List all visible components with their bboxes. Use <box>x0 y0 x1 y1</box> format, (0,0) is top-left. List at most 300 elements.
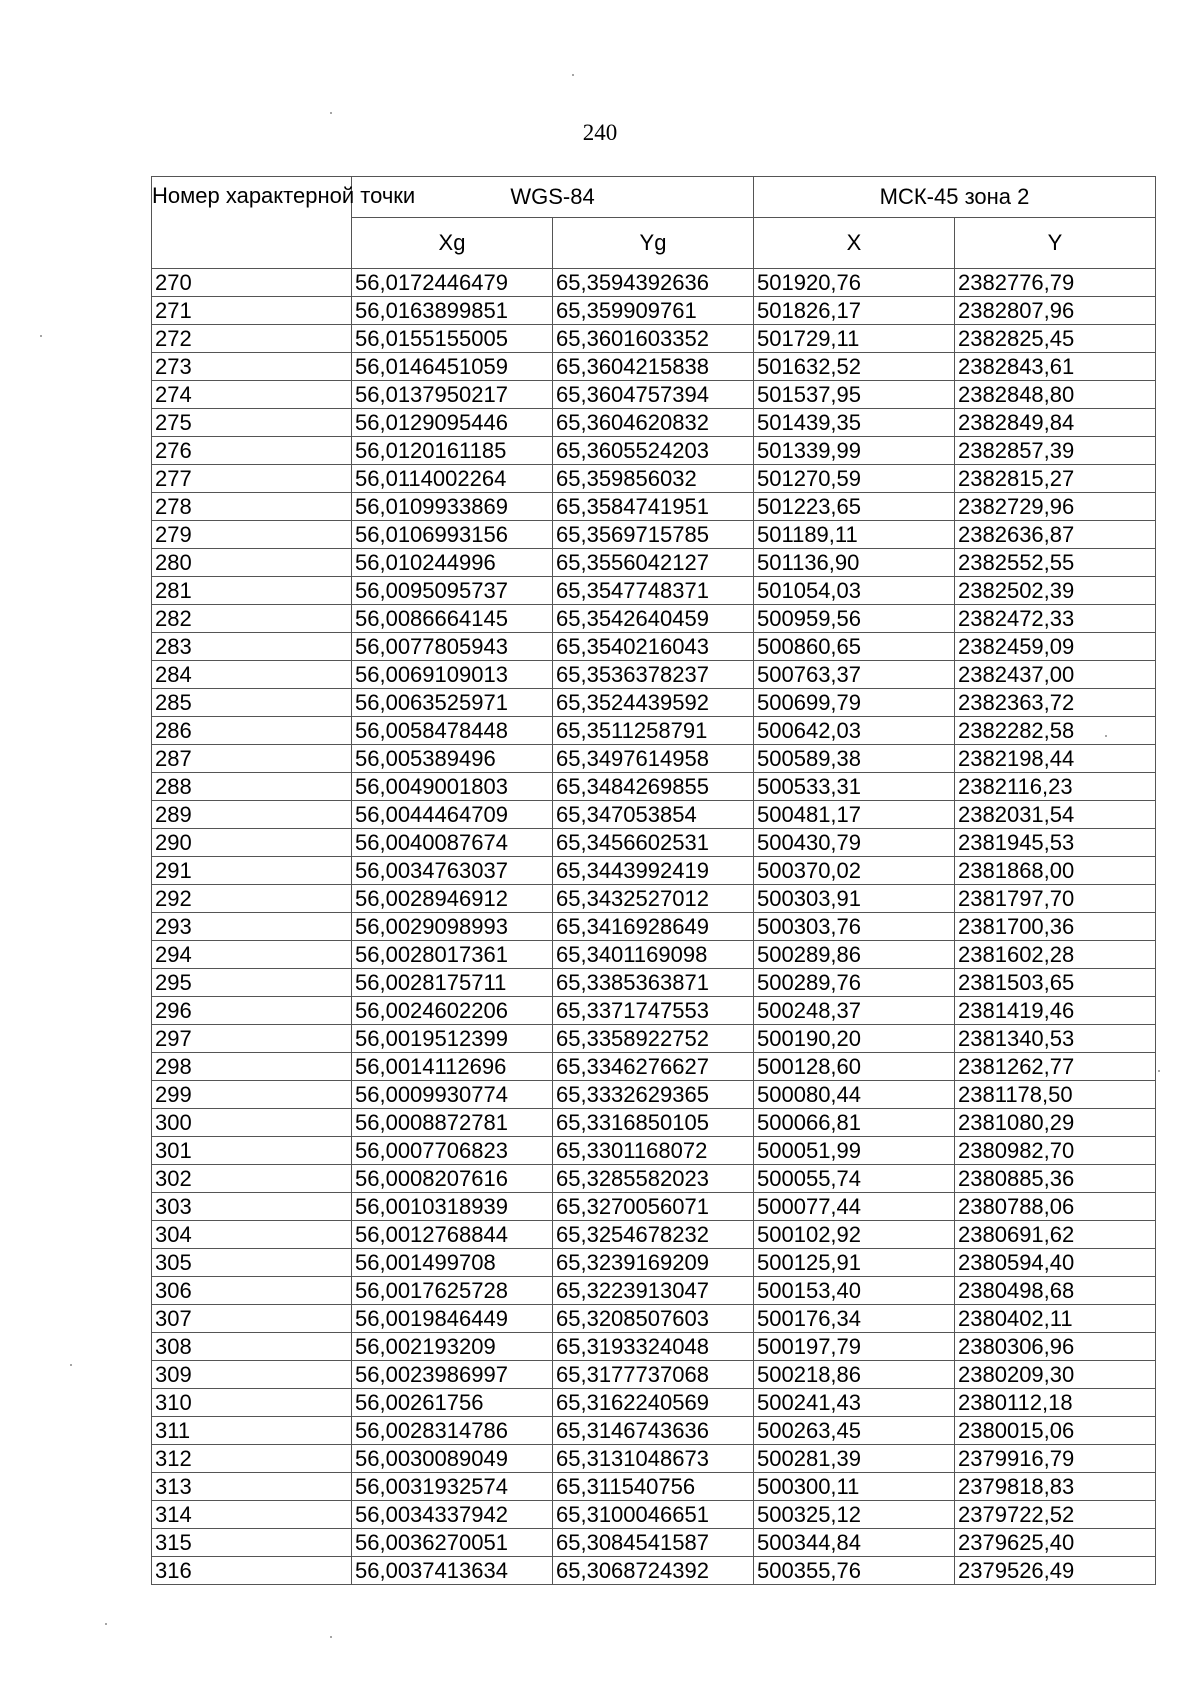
table-row <box>152 857 1156 885</box>
yg-cell: 65,3385363871 <box>553 969 754 997</box>
table-row <box>152 801 1156 829</box>
table-row <box>152 1445 1156 1473</box>
xg-cell: 56,0028017361 <box>352 941 553 969</box>
point-number-cell: 271 <box>152 297 352 325</box>
point-number-cell: 300 <box>152 1109 352 1137</box>
point-number-cell: 284 <box>152 661 352 689</box>
xg-cell: 56,0146451059 <box>352 353 553 381</box>
yg-cell: 65,3208507603 <box>553 1305 754 1333</box>
table-row <box>152 1305 1156 1333</box>
table-row <box>152 717 1156 745</box>
xg-cell: 56,0008872781 <box>352 1109 553 1137</box>
point-number-cell: 281 <box>152 577 352 605</box>
yg-cell: 65,3301168072 <box>553 1137 754 1165</box>
xg-cell: 56,0069109013 <box>352 661 553 689</box>
yg-cell: 65,3604757394 <box>553 381 754 409</box>
point-number-cell: 312 <box>152 1445 352 1473</box>
y-cell: 2381080,29 <box>955 1109 1156 1137</box>
point-number-cell: 288 <box>152 773 352 801</box>
table-row <box>152 885 1156 913</box>
x-cell: 500051,99 <box>754 1137 955 1165</box>
point-number-cell: 311 <box>152 1417 352 1445</box>
table-row <box>152 521 1156 549</box>
y-cell: 2382459,09 <box>955 633 1156 661</box>
yg-cell: 65,3254678232 <box>553 1221 754 1249</box>
point-number-cell: 273 <box>152 353 352 381</box>
xg-cell: 56,0109933869 <box>352 493 553 521</box>
yg-cell: 65,3584741951 <box>553 493 754 521</box>
y-cell: 2382116,23 <box>955 773 1156 801</box>
yg-cell: 65,3540216043 <box>553 633 754 661</box>
xg-cell: 56,0009930774 <box>352 1081 553 1109</box>
y-cell: 2382437,00 <box>955 661 1156 689</box>
xg-cell: 56,0023986997 <box>352 1361 553 1389</box>
y-cell: 2380112,18 <box>955 1389 1156 1417</box>
x-cell: 500080,44 <box>754 1081 955 1109</box>
yg-cell: 65,3497614958 <box>553 745 754 773</box>
y-header: Y <box>955 218 1156 269</box>
table-row <box>152 549 1156 577</box>
point-number-cell: 308 <box>152 1333 352 1361</box>
x-cell: 500303,76 <box>754 913 955 941</box>
y-cell: 2382848,80 <box>955 381 1156 409</box>
x-cell: 500344,84 <box>754 1529 955 1557</box>
scan-speck <box>70 1364 72 1366</box>
table-row <box>152 297 1156 325</box>
xg-cell: 56,0030089049 <box>352 1445 553 1473</box>
xg-cell: 56,0014112696 <box>352 1053 553 1081</box>
point-number-cell: 305 <box>152 1249 352 1277</box>
xg-cell: 56,005389496 <box>352 745 553 773</box>
y-cell: 2382363,72 <box>955 689 1156 717</box>
table-row <box>152 661 1156 689</box>
table-row <box>152 465 1156 493</box>
y-cell: 2380885,36 <box>955 1165 1156 1193</box>
yg-cell: 65,3536378237 <box>553 661 754 689</box>
xg-cell: 56,0040087674 <box>352 829 553 857</box>
xg-cell: 56,0012768844 <box>352 1221 553 1249</box>
y-cell: 2381868,00 <box>955 857 1156 885</box>
y-cell: 2382282,58 <box>955 717 1156 745</box>
y-cell: 2382636,87 <box>955 521 1156 549</box>
msk45-header: МСК-45 зона 2 <box>754 177 1156 218</box>
yg-cell: 65,3223913047 <box>553 1277 754 1305</box>
x-cell: 500102,92 <box>754 1221 955 1249</box>
point-number-cell: 274 <box>152 381 352 409</box>
point-number-cell: 303 <box>152 1193 352 1221</box>
x-cell: 500241,43 <box>754 1389 955 1417</box>
yg-cell: 65,3484269855 <box>553 773 754 801</box>
yg-cell: 65,3068724392 <box>553 1557 754 1585</box>
point-number-cell: 291 <box>152 857 352 885</box>
yg-cell: 65,3443992419 <box>553 857 754 885</box>
table-row <box>152 689 1156 717</box>
x-cell: 500125,91 <box>754 1249 955 1277</box>
y-cell: 2382815,27 <box>955 465 1156 493</box>
point-number-cell: 295 <box>152 969 352 997</box>
y-cell: 2379526,49 <box>955 1557 1156 1585</box>
table-row <box>152 1529 1156 1557</box>
y-cell: 2381797,70 <box>955 885 1156 913</box>
xg-cell: 56,0120161185 <box>352 437 553 465</box>
x-cell: 500153,40 <box>754 1277 955 1305</box>
y-cell: 2381700,36 <box>955 913 1156 941</box>
x-cell: 501270,59 <box>754 465 955 493</box>
yg-cell: 65,3556042127 <box>553 549 754 577</box>
x-cell: 500533,31 <box>754 773 955 801</box>
y-cell: 2380306,96 <box>955 1333 1156 1361</box>
y-cell: 2380788,06 <box>955 1193 1156 1221</box>
header-row-top <box>152 177 1156 218</box>
yg-cell: 65,3285582023 <box>553 1165 754 1193</box>
y-cell: 2380982,70 <box>955 1137 1156 1165</box>
x-header: X <box>754 218 955 269</box>
table-row <box>152 1333 1156 1361</box>
table-row <box>152 1557 1156 1585</box>
point-number-cell: 293 <box>152 913 352 941</box>
xg-cell: 56,0044464709 <box>352 801 553 829</box>
y-cell: 2380691,62 <box>955 1221 1156 1249</box>
y-cell: 2380402,11 <box>955 1305 1156 1333</box>
table-row <box>152 941 1156 969</box>
x-cell: 500289,86 <box>754 941 955 969</box>
point-number-cell: 313 <box>152 1473 352 1501</box>
yg-cell: 65,3605524203 <box>553 437 754 465</box>
y-cell: 2382857,39 <box>955 437 1156 465</box>
yg-cell: 65,3601603352 <box>553 325 754 353</box>
x-cell: 500128,60 <box>754 1053 955 1081</box>
yg-header: Yg <box>553 218 754 269</box>
scan-speck <box>1105 735 1107 737</box>
x-cell: 501223,65 <box>754 493 955 521</box>
x-cell: 500589,38 <box>754 745 955 773</box>
yg-cell: 65,3604620832 <box>553 409 754 437</box>
table-row <box>152 773 1156 801</box>
yg-cell: 65,3177737068 <box>553 1361 754 1389</box>
y-cell: 2382849,84 <box>955 409 1156 437</box>
table-row <box>152 1221 1156 1249</box>
xg-cell: 56,0019512399 <box>352 1025 553 1053</box>
point-number-cell: 278 <box>152 493 352 521</box>
x-cell: 501189,11 <box>754 521 955 549</box>
yg-cell: 65,3193324048 <box>553 1333 754 1361</box>
x-cell: 501339,99 <box>754 437 955 465</box>
table-body <box>152 269 1156 1585</box>
x-cell: 500248,37 <box>754 997 955 1025</box>
point-number-cell: 285 <box>152 689 352 717</box>
point-number-cell: 275 <box>152 409 352 437</box>
scan-speck <box>572 74 574 76</box>
yg-cell: 65,3547748371 <box>553 577 754 605</box>
y-cell: 2380594,40 <box>955 1249 1156 1277</box>
x-cell: 501136,90 <box>754 549 955 577</box>
table-row <box>152 829 1156 857</box>
y-cell: 2381178,50 <box>955 1081 1156 1109</box>
point-number-cell: 314 <box>152 1501 352 1529</box>
yg-cell: 65,311540756 <box>553 1473 754 1501</box>
x-cell: 501920,76 <box>754 269 955 297</box>
x-cell: 500300,11 <box>754 1473 955 1501</box>
table-row <box>152 1389 1156 1417</box>
y-cell: 2381945,53 <box>955 829 1156 857</box>
yg-cell: 65,3100046651 <box>553 1501 754 1529</box>
scan-speck <box>330 112 332 114</box>
yg-cell: 65,3524439592 <box>553 689 754 717</box>
scan-speck <box>105 1623 107 1625</box>
table-row <box>152 577 1156 605</box>
y-cell: 2379722,52 <box>955 1501 1156 1529</box>
yg-cell: 65,3239169209 <box>553 1249 754 1277</box>
point-number-cell: 272 <box>152 325 352 353</box>
table-row <box>152 969 1156 997</box>
xg-cell: 56,002193209 <box>352 1333 553 1361</box>
yg-cell: 65,3416928649 <box>553 913 754 941</box>
table-row <box>152 1417 1156 1445</box>
x-cell: 500218,86 <box>754 1361 955 1389</box>
table-row <box>152 1277 1156 1305</box>
y-cell: 2380498,68 <box>955 1277 1156 1305</box>
x-cell: 500355,76 <box>754 1557 955 1585</box>
x-cell: 500190,20 <box>754 1025 955 1053</box>
xg-cell: 56,0019846449 <box>352 1305 553 1333</box>
xg-cell: 56,0137950217 <box>352 381 553 409</box>
xg-cell: 56,0034337942 <box>352 1501 553 1529</box>
yg-cell: 65,3358922752 <box>553 1025 754 1053</box>
y-cell: 2380015,06 <box>955 1417 1156 1445</box>
point-number-cell: 297 <box>152 1025 352 1053</box>
yg-cell: 65,359856032 <box>553 465 754 493</box>
yg-cell: 65,3401169098 <box>553 941 754 969</box>
point-number-cell: 283 <box>152 633 352 661</box>
yg-cell: 65,3371747553 <box>553 997 754 1025</box>
xg-cell: 56,0028314786 <box>352 1417 553 1445</box>
xg-cell: 56,0063525971 <box>352 689 553 717</box>
x-cell: 501632,52 <box>754 353 955 381</box>
y-cell: 2382825,45 <box>955 325 1156 353</box>
x-cell: 501729,11 <box>754 325 955 353</box>
x-cell: 500055,74 <box>754 1165 955 1193</box>
table-row <box>152 1053 1156 1081</box>
point-number-cell: 310 <box>152 1389 352 1417</box>
y-cell: 2382031,54 <box>955 801 1156 829</box>
scan-speck <box>330 1636 332 1638</box>
table-row <box>152 325 1156 353</box>
x-cell: 500763,37 <box>754 661 955 689</box>
xg-cell: 56,0172446479 <box>352 269 553 297</box>
table-row <box>152 745 1156 773</box>
x-cell: 501537,95 <box>754 381 955 409</box>
yg-cell: 65,3542640459 <box>553 605 754 633</box>
y-cell: 2382552,55 <box>955 549 1156 577</box>
point-number-cell: 304 <box>152 1221 352 1249</box>
x-cell: 500430,79 <box>754 829 955 857</box>
y-cell: 2382776,79 <box>955 269 1156 297</box>
yg-cell: 65,3604215838 <box>553 353 754 381</box>
xg-cell: 56,0106993156 <box>352 521 553 549</box>
x-cell: 500303,91 <box>754 885 955 913</box>
table-row <box>152 437 1156 465</box>
wgs84-header: WGS-84 <box>352 177 754 218</box>
y-cell: 2382843,61 <box>955 353 1156 381</box>
y-cell: 2381262,77 <box>955 1053 1156 1081</box>
xg-cell: 56,010244996 <box>352 549 553 577</box>
y-cell: 2382472,33 <box>955 605 1156 633</box>
xg-cell: 56,0028175711 <box>352 969 553 997</box>
x-cell: 500077,44 <box>754 1193 955 1221</box>
table-row <box>152 1361 1156 1389</box>
yg-cell: 65,3511258791 <box>553 717 754 745</box>
x-cell: 500370,02 <box>754 857 955 885</box>
point-number-cell: 298 <box>152 1053 352 1081</box>
y-cell: 2381419,46 <box>955 997 1156 1025</box>
xg-cell: 56,0037413634 <box>352 1557 553 1585</box>
x-cell: 500481,17 <box>754 801 955 829</box>
x-cell: 500642,03 <box>754 717 955 745</box>
point-number-cell: 282 <box>152 605 352 633</box>
point-number-cell: 315 <box>152 1529 352 1557</box>
point-number-cell: 296 <box>152 997 352 1025</box>
y-cell: 2382198,44 <box>955 745 1156 773</box>
x-cell: 500289,76 <box>754 969 955 997</box>
y-cell: 2381340,53 <box>955 1025 1156 1053</box>
table-row <box>152 493 1156 521</box>
yg-cell: 65,3594392636 <box>553 269 754 297</box>
yg-cell: 65,3084541587 <box>553 1529 754 1557</box>
xg-cell: 56,0086664145 <box>352 605 553 633</box>
table-row <box>152 1081 1156 1109</box>
table-row <box>152 913 1156 941</box>
table-row <box>152 269 1156 297</box>
scan-speck <box>40 335 42 337</box>
x-cell: 500860,65 <box>754 633 955 661</box>
xg-cell: 56,0036270051 <box>352 1529 553 1557</box>
xg-cell: 56,0017625728 <box>352 1277 553 1305</box>
x-cell: 500281,39 <box>754 1445 955 1473</box>
point-number-cell: 306 <box>152 1277 352 1305</box>
xg-cell: 56,0095095737 <box>352 577 553 605</box>
table-row <box>152 997 1156 1025</box>
point-number-cell: 279 <box>152 521 352 549</box>
point-number-cell: 289 <box>152 801 352 829</box>
yg-cell: 65,359909761 <box>553 297 754 325</box>
yg-cell: 65,3346276627 <box>553 1053 754 1081</box>
scan-speck <box>1158 1070 1160 1072</box>
table-row <box>152 1137 1156 1165</box>
y-cell: 2381602,28 <box>955 941 1156 969</box>
x-cell: 500197,79 <box>754 1333 955 1361</box>
xg-cell: 56,0049001803 <box>352 773 553 801</box>
yg-cell: 65,3270056071 <box>553 1193 754 1221</box>
y-cell: 2379818,83 <box>955 1473 1156 1501</box>
point-number-cell: 277 <box>152 465 352 493</box>
xg-cell: 56,00261756 <box>352 1389 553 1417</box>
x-cell: 500325,12 <box>754 1501 955 1529</box>
y-cell: 2382807,96 <box>955 297 1156 325</box>
coordinates-table <box>151 176 1156 1585</box>
y-cell: 2379916,79 <box>955 1445 1156 1473</box>
xg-cell: 56,0010318939 <box>352 1193 553 1221</box>
xg-cell: 56,0008207616 <box>352 1165 553 1193</box>
table-row <box>152 381 1156 409</box>
point-number-cell: 276 <box>152 437 352 465</box>
table-row <box>152 1473 1156 1501</box>
xg-cell: 56,0031932574 <box>352 1473 553 1501</box>
y-cell: 2382502,39 <box>955 577 1156 605</box>
table-row <box>152 353 1156 381</box>
x-cell: 500263,45 <box>754 1417 955 1445</box>
x-cell: 500959,56 <box>754 605 955 633</box>
yg-cell: 65,3569715785 <box>553 521 754 549</box>
table-row <box>152 1109 1156 1137</box>
point-number-header: Номер характерной точки <box>152 177 352 269</box>
x-cell: 500176,34 <box>754 1305 955 1333</box>
point-number-cell: 299 <box>152 1081 352 1109</box>
point-number-cell: 302 <box>152 1165 352 1193</box>
xg-cell: 56,0007706823 <box>352 1137 553 1165</box>
x-cell: 501439,35 <box>754 409 955 437</box>
yg-cell: 65,3332629365 <box>553 1081 754 1109</box>
yg-cell: 65,3432527012 <box>553 885 754 913</box>
table-row <box>152 1501 1156 1529</box>
point-number-cell: 287 <box>152 745 352 773</box>
table-row <box>152 1025 1156 1053</box>
yg-cell: 65,3316850105 <box>553 1109 754 1137</box>
point-number-cell: 286 <box>152 717 352 745</box>
point-number-cell: 316 <box>152 1557 352 1585</box>
page-number: 240 <box>582 120 618 145</box>
x-cell: 500699,79 <box>754 689 955 717</box>
xg-header: Xg <box>352 218 553 269</box>
xg-cell: 56,0028946912 <box>352 885 553 913</box>
xg-cell: 56,0034763037 <box>352 857 553 885</box>
point-number-cell: 280 <box>152 549 352 577</box>
table-row <box>152 1249 1156 1277</box>
table-row <box>152 1193 1156 1221</box>
xg-cell: 56,0155155005 <box>352 325 553 353</box>
x-cell: 500066,81 <box>754 1109 955 1137</box>
table-row <box>152 409 1156 437</box>
xg-cell: 56,0163899851 <box>352 297 553 325</box>
xg-cell: 56,0029098993 <box>352 913 553 941</box>
table-row <box>152 605 1156 633</box>
y-cell: 2380209,30 <box>955 1361 1156 1389</box>
point-number-cell: 301 <box>152 1137 352 1165</box>
yg-cell: 65,347053854 <box>553 801 754 829</box>
point-number-cell: 309 <box>152 1361 352 1389</box>
y-cell: 2381503,65 <box>955 969 1156 997</box>
xg-cell: 56,0058478448 <box>352 717 553 745</box>
xg-cell: 56,0024602206 <box>352 997 553 1025</box>
xg-cell: 56,0129095446 <box>352 409 553 437</box>
xg-cell: 56,0114002264 <box>352 465 553 493</box>
xg-cell: 56,0077805943 <box>352 633 553 661</box>
point-number-cell: 307 <box>152 1305 352 1333</box>
x-cell: 501054,03 <box>754 577 955 605</box>
xg-cell: 56,001499708 <box>352 1249 553 1277</box>
yg-cell: 65,3162240569 <box>553 1389 754 1417</box>
yg-cell: 65,3456602531 <box>553 829 754 857</box>
yg-cell: 65,3131048673 <box>553 1445 754 1473</box>
point-number-cell: 292 <box>152 885 352 913</box>
point-number-cell: 294 <box>152 941 352 969</box>
point-number-cell: 270 <box>152 269 352 297</box>
y-cell: 2382729,96 <box>955 493 1156 521</box>
table-row <box>152 633 1156 661</box>
x-cell: 501826,17 <box>754 297 955 325</box>
point-number-cell: 290 <box>152 829 352 857</box>
y-cell: 2379625,40 <box>955 1529 1156 1557</box>
yg-cell: 65,3146743636 <box>553 1417 754 1445</box>
